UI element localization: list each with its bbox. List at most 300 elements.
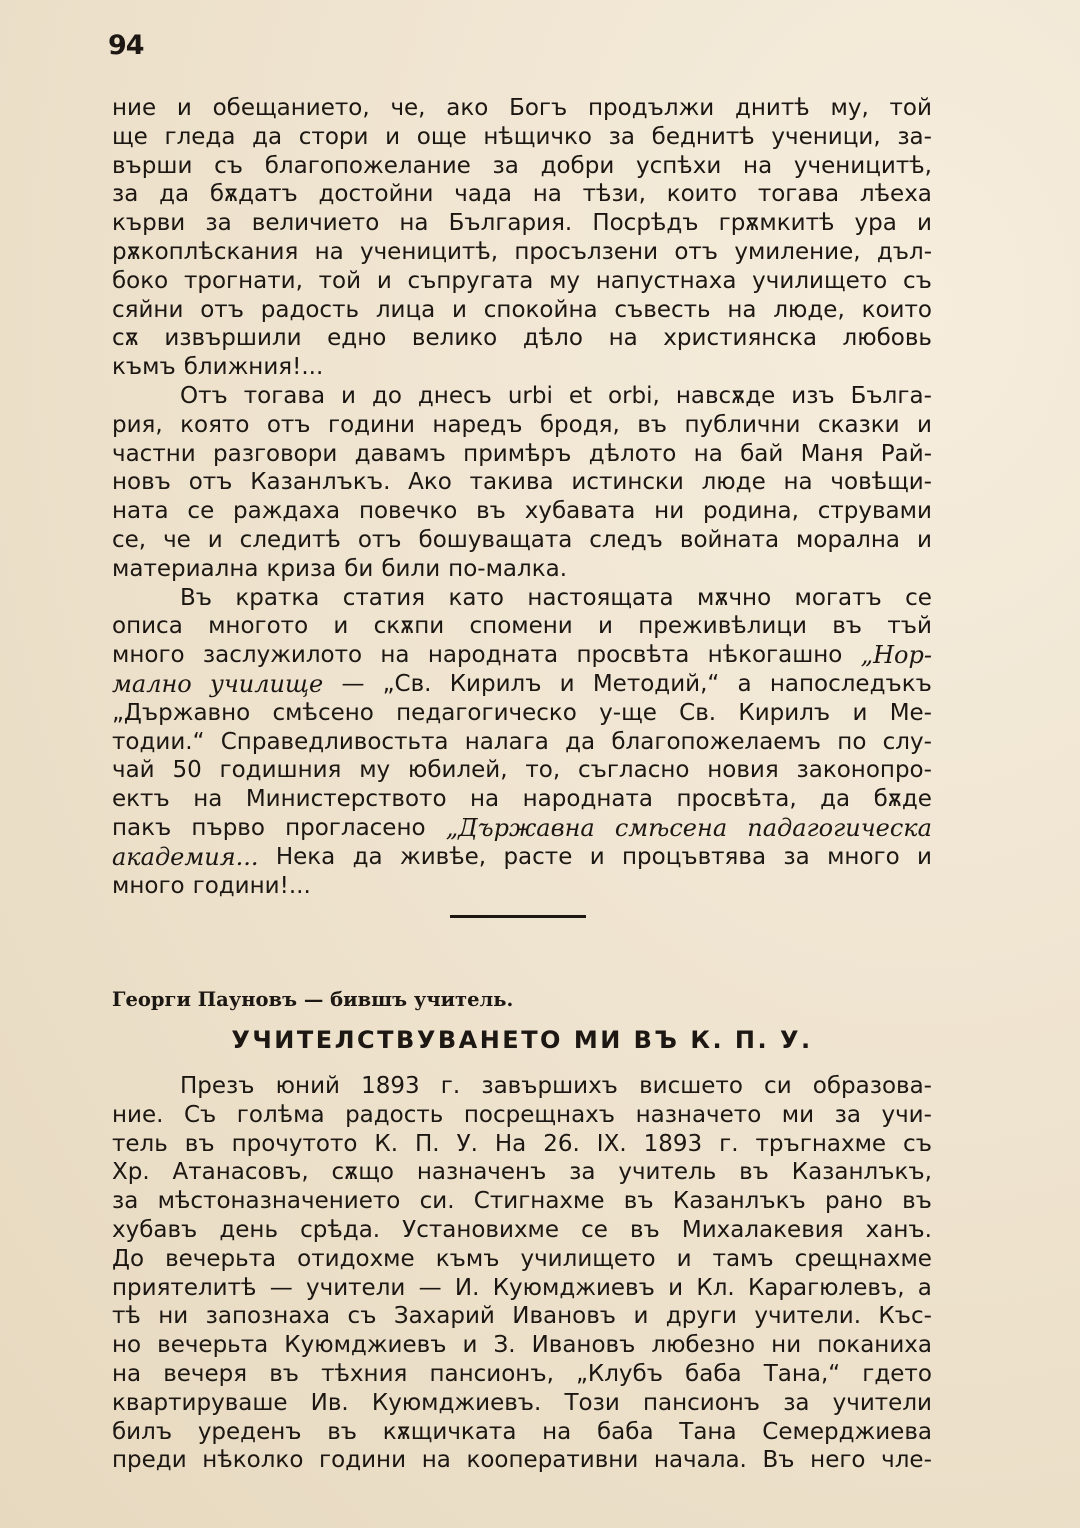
word: гдето	[862, 1360, 932, 1387]
word: образова-	[812, 1073, 932, 1099]
word: бай	[740, 440, 784, 467]
word: ученицитѣ,	[793, 152, 932, 179]
word: такива	[469, 469, 554, 496]
word: живѣе,	[399, 843, 487, 870]
text-line	[112, 353, 932, 382]
word: Тана,“	[763, 1360, 841, 1387]
word: Хр.	[112, 1159, 150, 1186]
word: на	[743, 152, 773, 179]
word: да	[565, 728, 596, 755]
word: извършили	[164, 325, 302, 352]
word: скѫпи	[373, 613, 445, 640]
word: просвѣта	[576, 642, 690, 669]
word: тогава	[757, 181, 840, 208]
word: му	[549, 267, 581, 294]
word: велико	[411, 325, 498, 352]
word: пакъ	[112, 814, 172, 841]
text-line	[112, 1389, 932, 1418]
word: и	[916, 526, 932, 553]
word: и	[633, 1303, 649, 1330]
word: Атанасовъ,	[172, 1159, 309, 1186]
word: а	[917, 1274, 932, 1301]
text-line	[112, 324, 932, 353]
word: но	[112, 1332, 142, 1359]
text-line	[112, 1274, 932, 1303]
word: продължи	[588, 95, 715, 121]
word: днитѣ	[734, 95, 810, 121]
word: 1893	[643, 1130, 703, 1157]
word: смѣсена	[614, 813, 728, 842]
word: много	[112, 642, 185, 669]
word: баба	[685, 1360, 742, 1387]
word: лѣеха	[859, 181, 932, 208]
word: повечко	[358, 498, 458, 525]
word: радость	[260, 296, 360, 323]
word: народната	[522, 786, 653, 813]
word: поканиха	[817, 1332, 932, 1359]
word: ни	[158, 1303, 189, 1330]
text-line	[112, 411, 932, 440]
word: други	[665, 1303, 737, 1330]
word: падагогическа	[747, 813, 932, 842]
word: бѫде	[873, 786, 932, 813]
word: и	[559, 670, 575, 697]
word: „Държавно	[112, 699, 251, 726]
word: за	[205, 210, 232, 237]
word: на	[693, 440, 723, 467]
text-line	[112, 641, 932, 670]
word: трогнати,	[183, 267, 303, 294]
word: Кирилъ	[738, 699, 831, 726]
word: изъ	[791, 382, 835, 409]
word: У.	[456, 1130, 478, 1157]
word: Справедливостьта	[220, 728, 449, 755]
word: той	[318, 267, 362, 294]
word: дъл-	[876, 238, 932, 265]
word: напустнаха	[595, 267, 737, 294]
word: Ме-	[889, 699, 932, 726]
word: Захарий	[393, 1303, 495, 1330]
article-author: Георги Пауновъ — бившъ учитель.	[112, 988, 514, 1011]
word: прогласено	[285, 814, 426, 841]
word: истински	[571, 469, 684, 496]
word: разговори	[213, 440, 338, 467]
word: запознаха	[205, 1303, 331, 1330]
word: Бълга-	[850, 382, 932, 409]
word: „Държавна	[445, 813, 595, 842]
word: въ	[476, 498, 506, 525]
word: народната	[427, 642, 559, 669]
word: едно	[327, 325, 387, 352]
word: Нека	[275, 843, 336, 870]
word: да	[159, 181, 190, 208]
word: и	[917, 843, 932, 870]
word: Презъ	[180, 1073, 255, 1099]
word: процъвтява	[621, 843, 767, 870]
word: дѣлото	[588, 440, 677, 467]
word: Кл.	[696, 1274, 735, 1301]
word: той	[889, 95, 932, 121]
word: „Св.	[382, 670, 432, 697]
word: кѫщичката	[382, 1418, 517, 1445]
word: съвесть	[614, 296, 711, 323]
word: хубавъ	[112, 1216, 198, 1243]
word: Ако	[408, 469, 452, 496]
text-line	[112, 1130, 932, 1159]
word: на	[421, 1447, 451, 1474]
word: вечерьта	[157, 1332, 269, 1359]
word: Тана	[679, 1418, 737, 1445]
text-line	[112, 1446, 932, 1475]
word: и	[452, 296, 467, 323]
word: чле-	[881, 1447, 932, 1474]
word: на	[314, 238, 344, 265]
word: се	[187, 498, 215, 525]
word: се	[905, 584, 932, 611]
word: на	[608, 325, 638, 352]
word: слу-	[882, 728, 932, 755]
word: която	[180, 411, 250, 438]
word: се,	[112, 526, 147, 553]
word: хубавата	[524, 498, 636, 525]
word: по	[837, 728, 867, 755]
word: назначето	[635, 1101, 762, 1128]
word: съ	[903, 267, 932, 294]
word: Маня	[800, 440, 864, 467]
word: боко	[112, 267, 169, 294]
word: училището	[752, 267, 888, 294]
word: могатъ	[794, 584, 882, 611]
word: му	[359, 757, 391, 784]
word: назначенъ	[416, 1159, 547, 1186]
word: настоящата	[527, 584, 674, 611]
word: день	[219, 1216, 279, 1243]
text-line	[112, 1302, 932, 1331]
word: спокойна	[483, 296, 598, 323]
word: срѣда.	[300, 1216, 381, 1243]
word: къмъ	[435, 1245, 500, 1272]
word: въ	[327, 1418, 358, 1445]
word: академия...	[112, 842, 259, 871]
word: до	[371, 382, 402, 409]
word: orbi,	[608, 382, 660, 409]
word: ханъ.	[865, 1216, 932, 1243]
word: на	[380, 642, 410, 669]
word: преживѣлици	[638, 613, 807, 640]
text-line	[112, 1072, 932, 1101]
word: добри	[540, 152, 615, 179]
word: люде	[701, 469, 766, 496]
word: му,	[830, 95, 869, 121]
word: билъ	[112, 1418, 173, 1445]
word: тель	[112, 1130, 168, 1157]
word: сказки	[817, 411, 900, 438]
word: благопожелание	[264, 152, 471, 179]
word: —	[418, 1274, 442, 1301]
text-line	[112, 238, 932, 267]
word: Св.	[679, 699, 717, 726]
word: въ	[902, 1188, 932, 1215]
word: давамъ	[354, 440, 446, 467]
word: че	[163, 526, 191, 553]
word: рия,	[112, 411, 163, 438]
word: рѫкоплѣскания	[112, 238, 299, 265]
text-line	[112, 267, 932, 296]
word: нѣкогашно	[707, 642, 843, 669]
word: да	[820, 786, 851, 813]
word: —	[269, 1274, 293, 1301]
word: IX.	[596, 1130, 627, 1157]
text-line	[112, 382, 932, 411]
word: благопожелаемъ	[611, 728, 822, 755]
word: въ	[832, 613, 863, 640]
word: по-малка.	[448, 555, 568, 582]
word: прочутото	[231, 1130, 358, 1157]
word: просвѣта,	[676, 786, 797, 813]
word: кърви	[112, 210, 186, 237]
text-line	[112, 1216, 932, 1245]
word: него	[810, 1447, 866, 1474]
word: ученици,	[771, 123, 881, 150]
word: въ	[739, 1159, 769, 1186]
text-block-continuation	[112, 94, 932, 900]
word: величието	[251, 210, 380, 237]
word: бѫдатъ	[209, 181, 298, 208]
word: и	[341, 382, 356, 409]
word: спомени	[469, 613, 573, 640]
word: които	[861, 296, 932, 323]
word: г.	[440, 1073, 461, 1099]
text-line	[112, 785, 932, 814]
word: училището	[520, 1245, 656, 1272]
word: за-	[897, 123, 932, 150]
word: отъ	[200, 296, 244, 323]
word: —	[341, 670, 365, 697]
word: П.	[415, 1130, 440, 1157]
word: които	[666, 181, 738, 208]
text-line	[112, 843, 932, 872]
word: за	[569, 1159, 596, 1186]
text-line	[112, 180, 932, 209]
word: тамъ	[712, 1245, 774, 1272]
word: на	[783, 469, 813, 496]
word: описа	[112, 613, 183, 640]
word: отъ	[357, 526, 402, 553]
word: криза	[266, 555, 337, 582]
word: години!...	[192, 872, 311, 899]
word: на	[399, 210, 429, 237]
word: би	[344, 555, 374, 582]
word: и	[385, 123, 401, 150]
word: новъ	[112, 469, 171, 496]
word: нѣколко	[202, 1447, 304, 1474]
word: нѣщичко	[483, 123, 592, 150]
word: смѣсено	[272, 699, 374, 726]
word: „Нор-	[860, 641, 932, 670]
word: учи-	[881, 1101, 932, 1128]
word: мално	[112, 669, 192, 698]
word: ектъ	[112, 786, 170, 813]
word: кооперативни	[466, 1447, 639, 1474]
word: преди	[112, 1447, 187, 1474]
word: въ	[623, 1188, 654, 1215]
word: Кирилъ	[449, 670, 542, 697]
word: рано	[825, 1188, 883, 1215]
word: Казанлъкъ.	[250, 469, 391, 496]
text-line	[112, 584, 932, 613]
word: на	[532, 181, 562, 208]
word: съгласно	[577, 757, 690, 784]
text-line	[112, 756, 932, 785]
word: педагогическо	[396, 699, 577, 726]
word: тѣ	[112, 1303, 141, 1330]
word: Посрѣдъ	[592, 210, 699, 237]
word: учители.	[754, 1303, 861, 1330]
word: ура	[854, 210, 897, 237]
word: чай	[112, 757, 155, 784]
word: ще	[112, 123, 148, 150]
word: обещанието,	[212, 95, 370, 121]
text-line	[112, 468, 932, 497]
word: и	[176, 95, 192, 121]
word: учители	[306, 1274, 406, 1301]
word: отидохме	[297, 1245, 415, 1272]
word: то,	[525, 757, 561, 784]
word: налага	[464, 728, 549, 755]
word: достойни	[318, 181, 434, 208]
word: сѫщо	[331, 1159, 394, 1186]
word: пансионъ	[642, 1389, 761, 1416]
word: следъ	[589, 526, 663, 553]
word: грѫмкитѣ	[718, 210, 835, 237]
word: До	[112, 1245, 145, 1272]
word: „Клубъ	[575, 1360, 663, 1387]
word: къмъ	[112, 354, 176, 381]
word: На	[494, 1130, 527, 1157]
word: 50	[172, 757, 202, 784]
word: следитѣ	[239, 526, 341, 553]
word: а	[737, 670, 752, 697]
word: баба	[597, 1418, 654, 1445]
word: години	[319, 1447, 407, 1474]
word: Съ	[183, 1101, 217, 1128]
text-line	[112, 1158, 932, 1187]
word: тогава	[243, 382, 326, 409]
word: заслужилото	[202, 642, 363, 669]
word: си	[764, 1073, 792, 1099]
word: тодии.“	[112, 728, 205, 755]
word: ближния!...	[183, 354, 324, 381]
word: лица	[375, 296, 436, 323]
word: Куюмджиевъ	[492, 1274, 655, 1301]
word: и	[852, 699, 868, 726]
word: радость	[345, 1101, 444, 1128]
article-title: УЧИТЕЛСТВУВАНЕТО МИ ВЪ К. П. У.	[231, 1026, 813, 1054]
word: отъ	[674, 238, 719, 265]
word: частни	[112, 440, 196, 467]
word: стори	[298, 123, 369, 150]
word: като	[448, 584, 504, 611]
word: на	[727, 296, 757, 323]
word: струвами	[817, 498, 932, 525]
word: Ивановъ	[512, 1303, 617, 1330]
word: съ	[347, 1303, 377, 1330]
section-divider	[450, 915, 586, 918]
word: да	[352, 843, 383, 870]
word: и	[676, 1245, 692, 1272]
word: въ	[629, 1216, 660, 1243]
text-line	[112, 296, 932, 325]
word: ученицитѣ,	[359, 238, 499, 265]
word: Семерджиева	[762, 1418, 932, 1445]
word: отъ	[266, 411, 311, 438]
word: г.	[719, 1130, 739, 1157]
word: за	[112, 181, 139, 208]
word: Къс-	[878, 1303, 932, 1330]
word: Стигнахме	[473, 1188, 605, 1215]
word: юний	[275, 1073, 340, 1099]
word: за	[112, 1188, 139, 1215]
word: начала.	[653, 1447, 747, 1474]
word: наредъ	[432, 411, 523, 438]
word: Богъ	[509, 95, 568, 121]
word: родина,	[702, 498, 799, 525]
word: расте	[503, 843, 573, 870]
word: срещнахме	[794, 1245, 932, 1272]
word: Ивановъ	[531, 1332, 636, 1359]
word: Въ	[762, 1447, 795, 1474]
word: дѣло	[522, 325, 583, 352]
word: да	[252, 123, 283, 150]
word: за	[608, 123, 635, 150]
word: въ	[637, 411, 668, 438]
word: материална	[112, 555, 259, 582]
word: въ	[184, 1130, 215, 1157]
word: първо	[191, 814, 265, 841]
word: вечерьта	[165, 1245, 277, 1272]
word: и	[917, 411, 932, 438]
text-line	[112, 497, 932, 526]
word: учители	[832, 1389, 932, 1416]
word: К.	[374, 1130, 399, 1157]
text-line	[112, 1101, 932, 1130]
text-line	[112, 123, 932, 152]
word: годишния	[219, 757, 342, 784]
word: и	[207, 526, 223, 553]
word: et	[568, 382, 593, 409]
word: Карагюлевъ,	[747, 1274, 905, 1301]
word: ние.	[112, 1101, 164, 1128]
word: мѫчно	[697, 584, 772, 611]
word: чада	[454, 181, 512, 208]
word: умиление,	[734, 238, 861, 265]
word: Казанлъкъ,	[791, 1159, 932, 1186]
word: Рай-	[880, 440, 932, 467]
word: сѫ	[112, 325, 139, 352]
word: и	[598, 613, 613, 640]
text-line	[112, 94, 932, 123]
word: у-ще	[599, 699, 657, 726]
word: беднитѣ	[651, 123, 755, 150]
word: Министерството	[245, 786, 447, 813]
word: примѣръ	[463, 440, 572, 467]
word: раждаха	[233, 498, 341, 525]
word: си.	[419, 1188, 455, 1215]
word: Отъ	[180, 382, 228, 409]
word: голѣма	[236, 1101, 325, 1128]
word: и	[589, 843, 605, 870]
text-line	[112, 152, 932, 181]
